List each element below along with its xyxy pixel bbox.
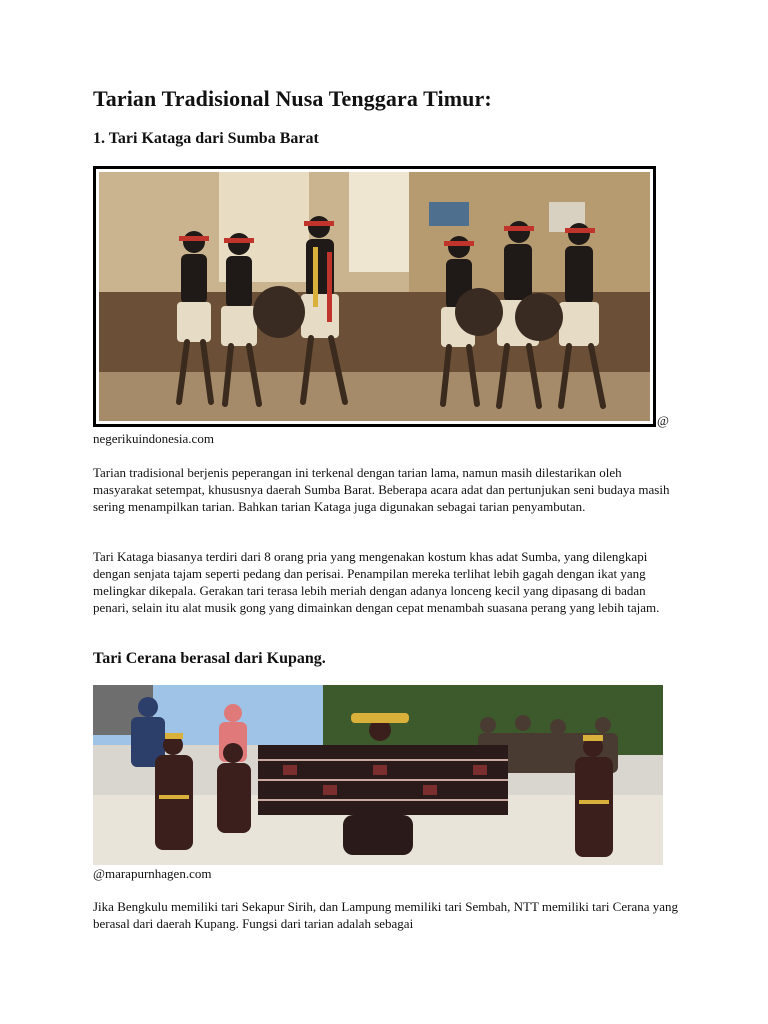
photo-credit-tari-cerana: @marapurnhagen.com <box>93 866 212 881</box>
paragraph-kataga-intro: Tarian tradisional berjenis peperangan ini terkenal dengan tarian lama, namun masih dilestarikan oleh masyarakat setempat, khususnya daerah Sumba Barat. Beberapa acara adat dan pertunjukan seni budaya masih sering menampilkan tarian. Bahkan tarian Kataga juga digunakan sebagai tarian penyambutan. <box>93 465 670 514</box>
paragraph-kataga-description: Tari Kataga biasanya terdiri dari 8 orang pria yang mengenakan kostum khas adat Sumba, yang dilengkapi dengan senjata tajam seperti pedang dan perisai. Penampilan mereka terlihat lebih gagah dengan ikat yang melingkar dikepala. Gerakan tari terasa lebih meriah dengan adanya lonceng kecil yang dipasang di badan penari, selain itu alat musik gong yang dimainkan dengan cepat menambah suasana perang yang lebih tajam. <box>93 549 660 615</box>
photo-credit-at-sign: @ <box>657 413 669 428</box>
tari-kataga-photo-frame <box>93 166 656 427</box>
tari-cerana-photo <box>93 685 663 865</box>
document-title: Tarian Tradisional Nusa Tenggara Timur: <box>93 86 492 111</box>
section-heading-tari-kataga: 1. Tari Kataga dari Sumba Barat <box>93 130 319 147</box>
paragraph-cerana-intro: Jika Bengkulu memiliki tari Sekapur Sirih, dan Lampung memiliki tari Sembah, NTT memiliki tari Cerana yang berasal dari daerah Kupang. Fungsi dari tarian adalah sebagai <box>93 899 679 931</box>
photo-credit-tari-kataga: negerikuindonesia.com <box>93 431 214 446</box>
section-heading-tari-cerana: Tari Cerana berasal dari Kupang. <box>93 650 326 667</box>
tari-kataga-photo <box>99 172 650 421</box>
